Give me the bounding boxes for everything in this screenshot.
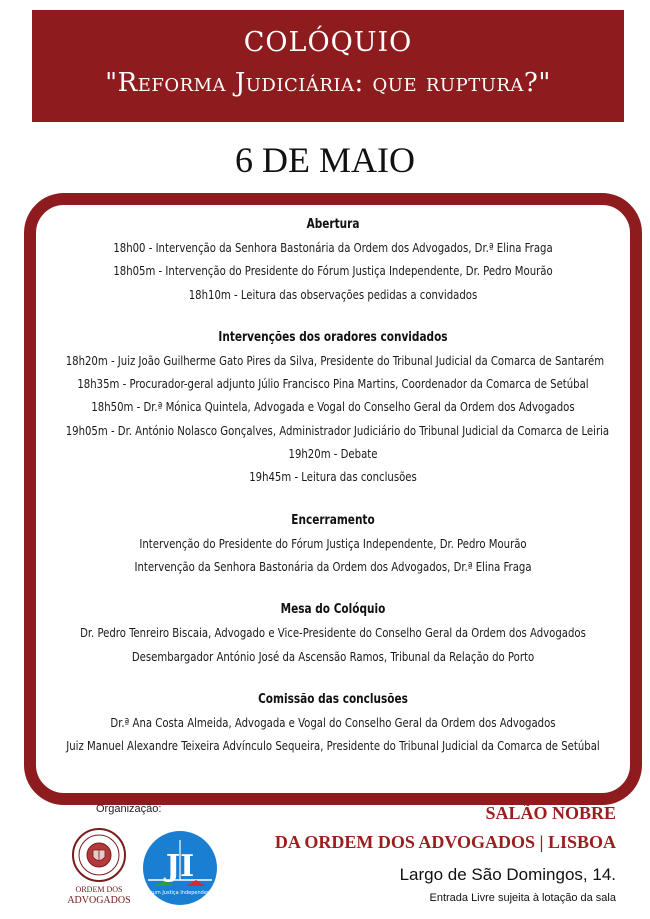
venue-hall: SALÃO NOBRE bbox=[485, 803, 616, 823]
programme-line: Intervenção do Presidente do Fórum Justiça Independente, Dr. Pedro Mourão bbox=[139, 535, 527, 551]
title-banner bbox=[32, 10, 624, 122]
programme-line: Desembargador António José da Ascensão Ramos, Tribunal da Relação do Porto bbox=[131, 648, 535, 664]
programme-line: Dr. Pedro Tenreiro Biscaia, Advogado e Vice-Presidente do Conselho Geral da Ordem dos Advogados bbox=[80, 625, 586, 641]
programme-line: 18h50m - Dr.ª Mónica Quintela, Advogada e Vogal do Conselho Geral da Ordem dos Advogados bbox=[91, 399, 575, 415]
programme-line: 19h20m - Debate bbox=[288, 446, 378, 462]
section-title: Encerramento bbox=[291, 512, 375, 528]
logo-caption-line2: ADVOGADOS bbox=[67, 895, 131, 906]
programme-line: Dr.ª Ana Costa Almeida, Advogada e Vogal do Conselho Geral da Ordem dos Advogados bbox=[110, 714, 556, 730]
fji-monogram: JI bbox=[165, 849, 195, 884]
programme-line: 18h10m - Leitura das observações pedidas a convidados bbox=[188, 286, 478, 302]
fji-emblem-icon bbox=[140, 828, 220, 908]
programme-line: 18h00 - Intervenção da Senhora Bastonária da Ordem dos Advogados, Dr.ª Elina Fraga bbox=[113, 240, 553, 255]
section-comissao bbox=[36, 688, 630, 758]
entry-note: Entrada Livre sujeita à lotação da sala bbox=[429, 892, 616, 904]
programme-box bbox=[24, 193, 642, 805]
section-encerramento bbox=[36, 509, 630, 579]
programme-line: Intervenção da Senhora Bastonária da Ordem dos Advogados, Dr.ª Elina Fraga bbox=[134, 558, 532, 574]
section-title: Mesa do Colóquio bbox=[280, 602, 386, 618]
event-type-title: COLÓQUIO bbox=[243, 27, 413, 58]
logo-caption bbox=[62, 884, 136, 906]
programme-line: 18h20m - Juiz João Guilherme Gato Pires da Silva, Presidente do Tribunal Judicial da Comarca de Santarém bbox=[65, 352, 605, 368]
section-title: Intervenções dos oradores convidados bbox=[218, 329, 448, 345]
section-intervencoes bbox=[36, 326, 630, 489]
event-date: 6 DE MAIO bbox=[235, 140, 415, 180]
section-mesa bbox=[36, 598, 630, 668]
venue-info bbox=[275, 800, 616, 906]
programme-line: Juiz Manuel Alexandre Teixeira Advínculo Sequeira, Presidente do Tribunal Judicial da Comarca de Setúbal bbox=[66, 738, 600, 754]
organization-label: Organização: bbox=[96, 803, 162, 815]
programme-content bbox=[36, 213, 630, 757]
programme-line: 19h05m - Dr. António Nolasco Gonçalves, Administrador Judiciário do Tribunal Judicial da Comarca de Leiria bbox=[65, 422, 610, 438]
venue-address: Largo de São Domingos, 14. bbox=[399, 865, 616, 884]
programme-line: 18h35m - Procurador-geral adjunto Júlio Francisco Pina Martins, Coordenador da Comarca de Setúbal bbox=[77, 376, 589, 392]
programme-line: 19h45m - Leitura das conclusões bbox=[249, 469, 417, 485]
event-subtitle: "Reforma Judiciária: que ruptura?" bbox=[105, 68, 551, 98]
seal-icon bbox=[62, 826, 136, 884]
venue-location: DA ORDEM DOS ADVOGADOS | LISBOA bbox=[274, 832, 616, 852]
section-abertura bbox=[36, 213, 630, 306]
logo-caption-line1: ORDEM DOS bbox=[75, 885, 123, 894]
section-title: Comissão das conclusões bbox=[258, 691, 408, 707]
fji-caption: Fórum Justiça Independente bbox=[144, 890, 216, 896]
programme-line: 18h05m - Intervenção do Presidente do Fórum Justiça Independente, Dr. Pedro Mourão bbox=[113, 263, 553, 279]
section-title: Abertura bbox=[306, 217, 360, 232]
forum-justica-logo bbox=[140, 828, 220, 908]
ordem-advogados-logo bbox=[62, 826, 136, 908]
